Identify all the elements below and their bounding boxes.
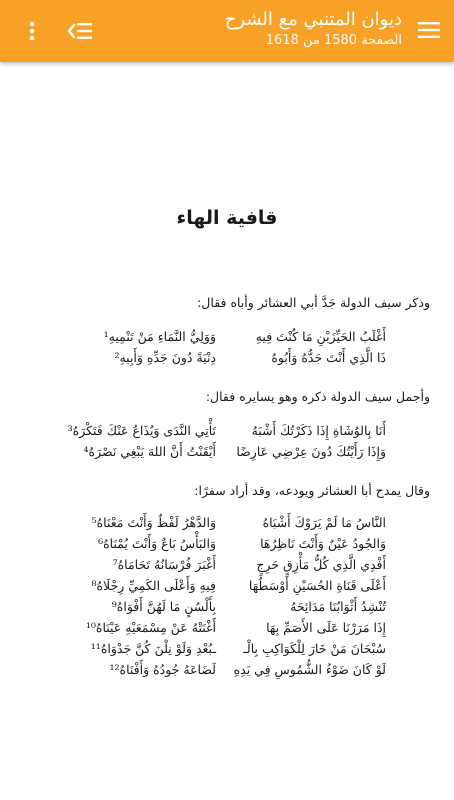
poem-block (0, 512, 454, 680)
verse-first-hemistich: أَنَا بِالوُشَاةِ إِذَا ذَكَرْتُكَ أَشْبَهُ (251, 423, 386, 438)
verse-second-hemistich: وَالبَأْسُ بَاعٌ وَأَنْتَ يُمْنَاهُ⁶ (98, 536, 216, 551)
more-options-icon[interactable] (22, 18, 42, 44)
verse-second-hemistich: وَالدَّهْرُ لَفْظٌ وَأَنْتَ مَعْنَاهُ⁵ (91, 515, 216, 530)
verse-first-hemistich: وَإِذَا رَأَيْتُكَ دُونَ عِرْضِي عَارِضًا (236, 444, 386, 459)
verse-line (0, 596, 454, 617)
verse-second-hemistich: أَغْبَرَ فُرْسَانُهُ تَحَامَاهُ⁷ (112, 557, 216, 572)
verse-second-hemistich: بِأَلْسُنٍ مَا لَهُنَّ أَفْوَاهُ⁹ (111, 599, 216, 614)
verse-first-hemistich: لَوْ كَانَ ضَوْءُ الشُّمُوسِ فِي يَدِهِ (233, 662, 386, 677)
page-content[interactable] (0, 62, 454, 800)
section-intro: وقال يمدح أبا العشائر ويودعه، وقد أراد سفرًا: (194, 483, 430, 498)
verse-line (0, 617, 454, 638)
section-intro: وأجمل سيف الدولة ذكره وهو يسايره فقال: (205, 389, 430, 404)
verse-second-hemistich: تَأْتِي النَّدَى وَيُذَاعُ عَنْكَ فَتَكْرَهُ³ (67, 423, 216, 438)
poem-block (0, 420, 454, 462)
verse-first-hemistich: أَفْدِي الَّذِي كُلُّ مَأْزِقٍ حَرِجٍ (256, 557, 386, 572)
verse-second-hemistich: دِنْيَةً دُونَ جَدِّهِ وَأَبِيهِ² (114, 350, 216, 365)
verse-line (0, 420, 454, 441)
poem-block (0, 326, 454, 368)
verse-first-hemistich: وَالجُودُ عَيْنٌ وَأَنْتَ نَاظِرُهَا (260, 536, 386, 551)
verse-first-hemistich: إِذَا مَرَرْنَا عَلَى الأَصَمِّ بِهَا (266, 620, 386, 635)
title-block (225, 8, 402, 50)
verse-line (0, 575, 454, 596)
verse-line (0, 554, 454, 575)
section-intro: وذكر سيف الدولة جَدَّ أبي العشائر وأباه فقال: (197, 295, 430, 310)
verse-first-hemistich: ذَا الَّذِي أَنْتَ جَدُّهُ وَأَبُوهُ (271, 350, 386, 365)
verse-second-hemistich: وَوَلِيُّ النَّمَاءِ مَنْ تَنْمِيهِ¹ (103, 329, 216, 344)
verse-second-hemistich: لَضَاعَهُ جُودُهُ وَأَفْنَاهُ¹² (109, 662, 216, 677)
verse-first-hemistich: سُبْحَانَ مَنْ خَارَ لِلْكَوَاكِبِ بِالْـ (243, 641, 386, 656)
menu-icon[interactable] (416, 17, 442, 43)
verse-line (0, 347, 454, 368)
verse-first-hemistich: النَّاسُ مَا لَمْ يَرَوْكَ أَشْبَاهُ (262, 515, 386, 530)
verse-line (0, 326, 454, 347)
app-title: ديوان المتنبي مع الشرح (224, 9, 402, 30)
verse-second-hemistich: أَغْنَتْهُ عَنْ مِسْمَعَيْهِ عَيْنَاهُ¹⁰ (85, 620, 216, 635)
verse-second-hemistich: ـبُعْدِ وَلَوْ نِلْنَ كُنَّ جَدْوَاهُ¹¹ (90, 641, 216, 656)
table-of-contents-icon[interactable] (66, 18, 94, 44)
verse-first-hemistich: تُنْشِدُ أَثْوَابُنَا مَدَائِحَهُ (290, 599, 386, 614)
verse-line (0, 659, 454, 680)
verse-line (0, 441, 454, 462)
verse-line (0, 512, 454, 533)
verse-first-hemistich: أَغْلَبُ الحَيِّزَيْنِ مَا كُنْتَ فِيهِ (255, 329, 386, 344)
page-indicator: الصفحة 1580 من 1618 (265, 33, 402, 48)
verse-second-hemistich: أَيْقَنْتُ أَنَّ اللهَ يَبْغِي نَصْرَهُ⁴ (83, 444, 216, 459)
section-heading: قافية الهاء (176, 207, 278, 229)
verse-first-hemistich: أَعْلَى قَنَاةِ الحُسَيْنِ أَوْسَطُهَا (248, 578, 386, 593)
verse-second-hemistich: فِيهِ وَأَعْلَى الكَمِيِّ رِجْلَاهُ⁸ (91, 578, 216, 593)
verse-line (0, 533, 454, 554)
app-bar (0, 0, 454, 62)
verse-line (0, 638, 454, 659)
